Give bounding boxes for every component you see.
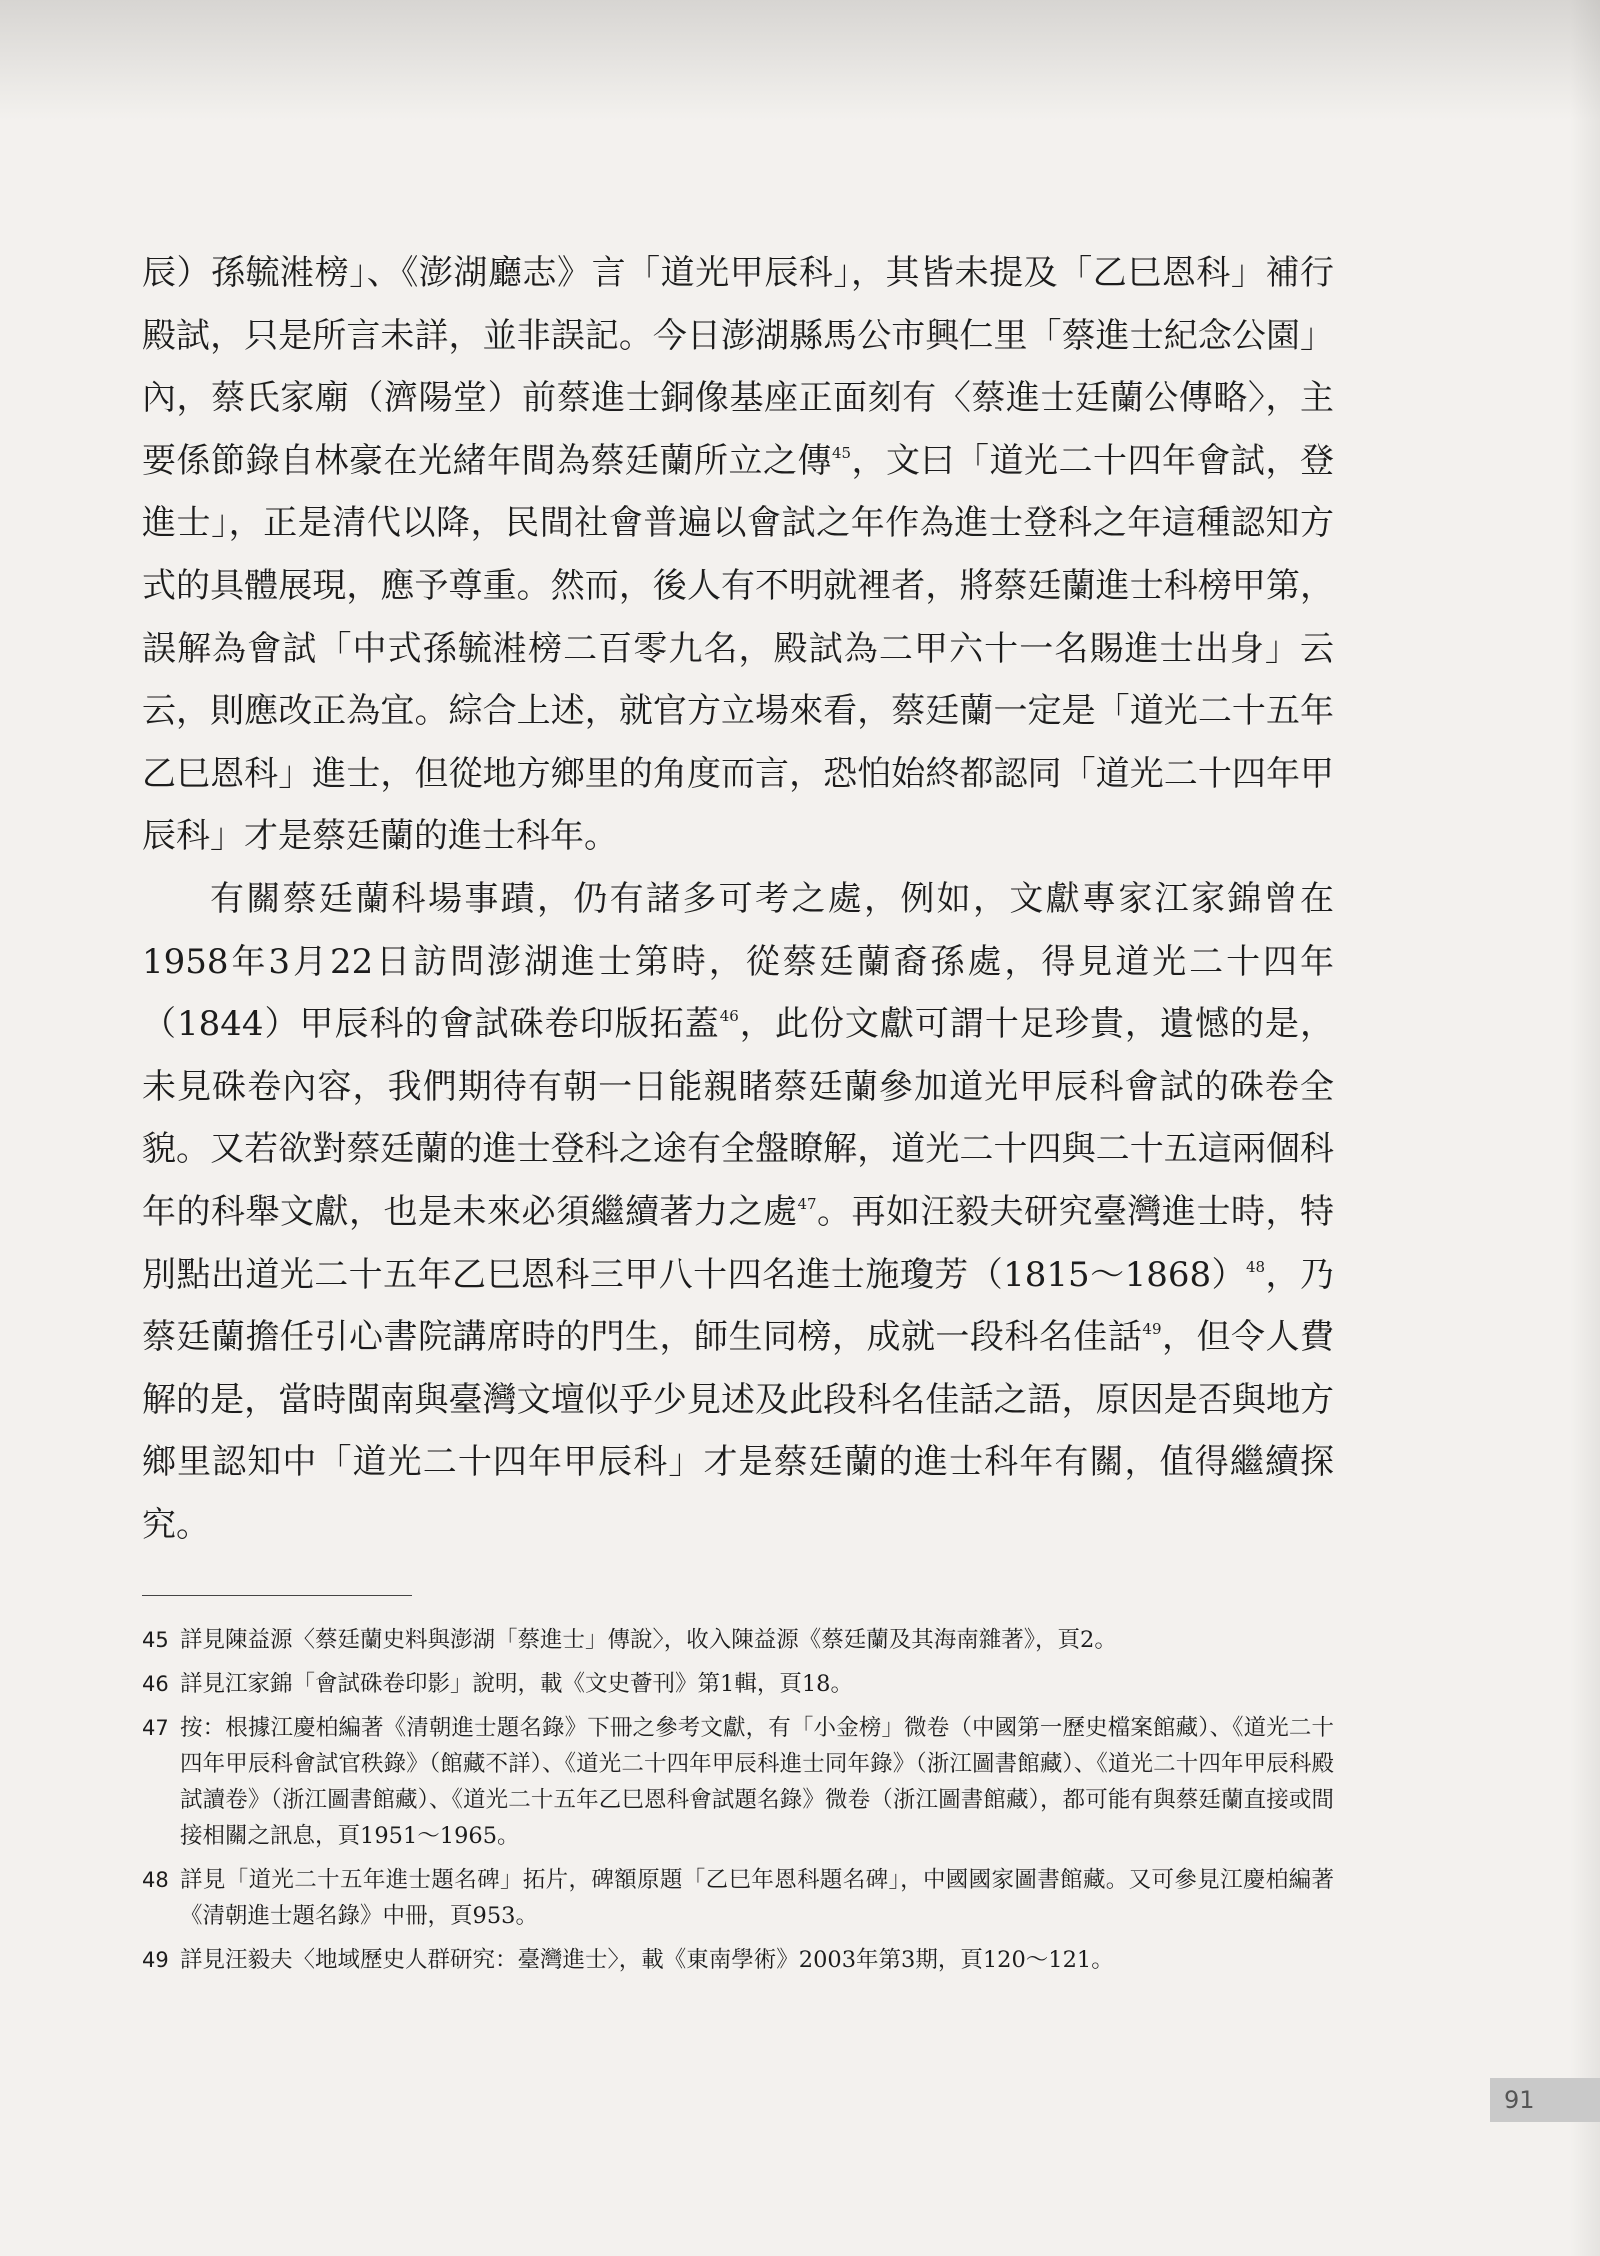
scan-top-band — [0, 0, 1600, 120]
footnote-ref-45[interactable]: 45 — [831, 443, 852, 462]
footnote-ref-46[interactable]: 46 — [719, 1007, 739, 1026]
footnote-ref-49[interactable]: 49 — [1142, 1320, 1162, 1339]
footnote-45 — [142, 1622, 1334, 1658]
footnote-text: 按：根據江慶柏編著《清朝進士題名錄》下冊之參考文獻，有「小金榜」微卷（中國第一歷史檔案館藏）、《道光二十四年甲辰科會試官秩錄》（館藏不詳）、《道光二十四年甲辰科進士同年錄》（浙江圖書館藏）、《道光二十四年甲辰科殿試讀卷》（浙江圖書館藏）、《道光二十五年乙巳恩科會試題名錄》微卷（浙江圖書館藏），都可能有與蔡廷蘭直接或間接相關之訊息，頁1951～1965。 — [180, 1715, 1334, 1849]
footnote-number: 48 — [142, 1868, 169, 1892]
footnote-ref-48[interactable]: 48 — [1246, 1257, 1266, 1276]
footnote-46 — [142, 1666, 1334, 1702]
footnote-number: 46 — [142, 1672, 169, 1696]
page-number: 91 — [1490, 2078, 1600, 2122]
paragraph-1-text-b: ，文曰「道光二十四年會試，登進士」，正是清代以降，民間社會普遍以會試之年作為進士登科之年這種認知方式的具體展現，應予尊重。然而，後人有不明就裡者，將蔡廷蘭進士科榜甲第，誤解為會試「中式孫毓溎榜二百零九名，殿試為二甲六十一名賜進士出身」云云，則應改正為宜。綜合上述，就官方立場來看，蔡廷蘭一定是「道光二十五年乙巳恩科」進士，但從地方鄉里的角度而言，恐怕始終都認同「道光二十四年甲辰科」才是蔡廷蘭的進士科年。 — [142, 440, 1335, 857]
paragraph-2-text-e: ，但令人費解的是，當時閩南與臺灣文壇似乎少見述及此段科名佳話之語，原因是否與地方鄉里認知中「道光二十四年甲辰科」才是蔡廷蘭的進士科年有關，值得繼續探究。 — [142, 1317, 1335, 1545]
footnote-text: 詳見「道光二十五年進士題名碑」拓片，碑額原題「乙巳年恩科題名碑」，中國國家圖書館藏。又可參見江慶柏編著《清朝進士題名錄》中冊，頁953。 — [180, 1867, 1334, 1929]
footnote-49 — [142, 1942, 1334, 1978]
footnote-text: 詳見陳益源〈蔡廷蘭史料與澎湖「蔡進士」傳說〉，收入陳益源《蔡廷蘭及其海南雜著》，頁2。 — [180, 1627, 1117, 1653]
body-text — [142, 242, 1334, 1556]
paragraph-2-text-c: 。再如汪毅夫研究臺灣進士時，特別點出道光二十五年乙巳恩科三甲八十四名進士施瓊芳（1815～1868） — [142, 1191, 1335, 1295]
footnote-47 — [142, 1710, 1334, 1854]
footnote-divider — [142, 1595, 412, 1596]
footnote-48 — [142, 1862, 1334, 1934]
footnote-text: 詳見江家錦「會試硃卷印影」說明，載《文史薈刊》第1輯，頁18。 — [180, 1671, 853, 1697]
paragraph-1-text-a: 辰）孫毓溎榜」、《澎湖廳志》言「道光甲辰科」，其皆未提及「乙巳恩科」補行殿試，只是所言未詳，並非誤記。今日澎湖縣馬公市興仁里「蔡進士紀念公園」內，蔡氏家廟（濟陽堂）前蔡進士銅像基座正面刻有〈蔡進士廷蘭公傳略〉，主要係節錄自林豪在光緒年間為蔡廷蘭所立之傳 — [142, 253, 1334, 481]
paragraph-2-text-b: ，此份文獻可謂十足珍貴，遺憾的是，未見硃卷內容，我們期待有朝一日能親睹蔡廷蘭參加道光甲辰科會試的硃卷全貌。又若欲對蔡廷蘭的進士登科之途有全盤瞭解，道光二十四與二十五這兩個科年的科舉文獻，也是未來必須繼續著力之處 — [142, 1004, 1334, 1232]
paragraph-2-text-a: 有關蔡廷蘭科場事蹟，仍有諸多可考之處，例如，文獻專家江家錦曾在1958年3月22日訪問澎湖進士第時，從蔡廷蘭裔孫處，得見道光二十四年（1844）甲辰科的會試硃卷印版拓蓋 — [142, 878, 1334, 1045]
footnotes — [142, 1622, 1334, 1986]
footnote-number: 49 — [142, 1948, 169, 1972]
footnote-text: 詳見汪毅夫〈地域歷史人群研究：臺灣進士〉，載《東南學術》2003年第3期，頁120～121。 — [180, 1947, 1114, 1973]
footnote-number: 47 — [142, 1716, 169, 1740]
footnote-number: 45 — [142, 1628, 169, 1652]
footnote-ref-47[interactable]: 47 — [797, 1194, 817, 1213]
paragraph-2 — [142, 868, 1334, 1557]
paragraph-1 — [142, 242, 1334, 868]
scan-right-edge — [1570, 0, 1600, 2256]
paragraph-2-text-d: ，乃蔡廷蘭擔任引心書院講席時的門生，師生同榜，成就一段科名佳話 — [142, 1254, 1335, 1358]
